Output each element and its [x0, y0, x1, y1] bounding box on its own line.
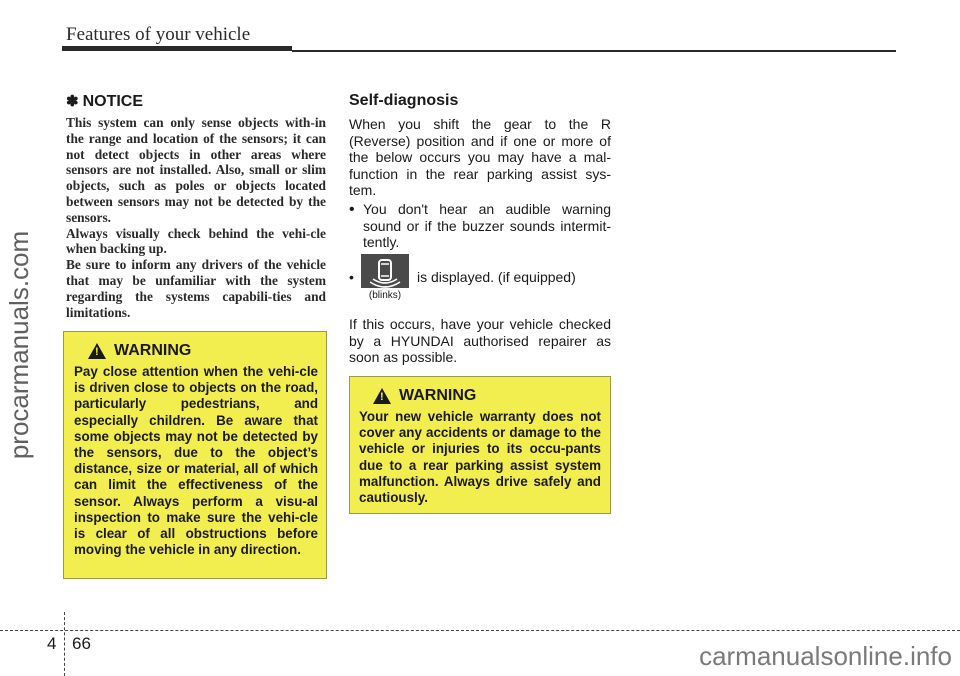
parking-assist-indicator — [361, 254, 409, 301]
header-title: Features of your vehicle — [66, 24, 251, 45]
notice-heading-text: NOTICE — [82, 93, 144, 110]
warning-body: Your new vehicle warranty does not cover any accidents or damage to the vehicle or injuries to its occu-pants due to a rear parking assist system malfunction. Always drive safely and cautiously. — [359, 409, 601, 506]
warning-box-warranty — [349, 376, 611, 514]
self-diagnosis-intro: When you shift the gear to the R (Reverse) position and if one or more of the below occurs you may have a mal-function in the rear parking assist sys-tem. — [349, 116, 611, 199]
parking-sensor-warning-icon — [361, 254, 409, 288]
warning-triangle-icon — [88, 343, 106, 359]
notice-body — [66, 115, 326, 320]
footer-vertical-rule — [64, 612, 65, 676]
notice-section — [66, 92, 326, 320]
bullet-buzzer-text: You don't hear an audible warning sound or if the buzzer sounds intermit-tently. — [363, 200, 611, 251]
notice-paragraph-3: Be sure to inform any drivers of the vehicle that may be unfamiliar with the system regarding the systems capabili-ties and limitations. — [66, 257, 326, 320]
page-number: 66 — [72, 634, 91, 653]
notice-star-icon: ✽ — [66, 93, 79, 110]
bullet-buzzer — [349, 201, 611, 251]
self-diagnosis-heading: Self-diagnosis — [349, 92, 459, 109]
header-rule-thick — [62, 46, 292, 51]
warning-title-text: WARNING — [114, 342, 192, 359]
notice-paragraph-1: This system can only sense objects with-in the range and location of the sensors; it can not detect objects in other areas where sensors are not installed. Also, small or slim objects, such as poles or objects located between sensors may not be detected by the sensors. — [66, 115, 326, 225]
bullet-dot: • — [349, 269, 354, 285]
warning-title — [359, 387, 601, 405]
notice-paragraph-2: Always visually check behind the vehi-cle when backing up. — [66, 225, 326, 257]
side-watermark: procarmanuals.com — [4, 230, 34, 460]
warning-title-text: WARNING — [399, 387, 477, 404]
indicator-caption: (blinks) — [368, 290, 402, 301]
bottom-watermark: carmanualsonline.info — [699, 641, 952, 671]
indicator-text: is displayed. (if equipped) — [417, 269, 576, 285]
bullet-indicator — [349, 254, 576, 301]
warning-body: Pay close attention when the vehi-cle is driven close to objects on the road, particularly pedestrians, and especially children. Be aware that some objects may not be detected by the sensors, due to the object’s distance, size or material, all of which can limit the effectiveness of the sensor. Always perform a visu-al inspection to make sure the vehi-cle is clear of all obstructions before moving the vehicle in any direction. — [74, 364, 318, 558]
header-rule-thin — [292, 50, 896, 52]
self-diagnosis-section — [349, 92, 611, 251]
chapter-number: 4 — [47, 634, 57, 653]
warning-title — [74, 342, 318, 360]
self-diagnosis-after: If this occurs, have your vehicle checked by a HYUNDAI authorised repairer as soon as possible. — [349, 316, 611, 366]
notice-heading — [66, 92, 326, 111]
bullet-dot: • — [349, 200, 355, 218]
warning-box-proximity — [63, 331, 327, 579]
warning-triangle-icon — [373, 388, 391, 404]
footer-horizontal-rule — [0, 630, 960, 631]
